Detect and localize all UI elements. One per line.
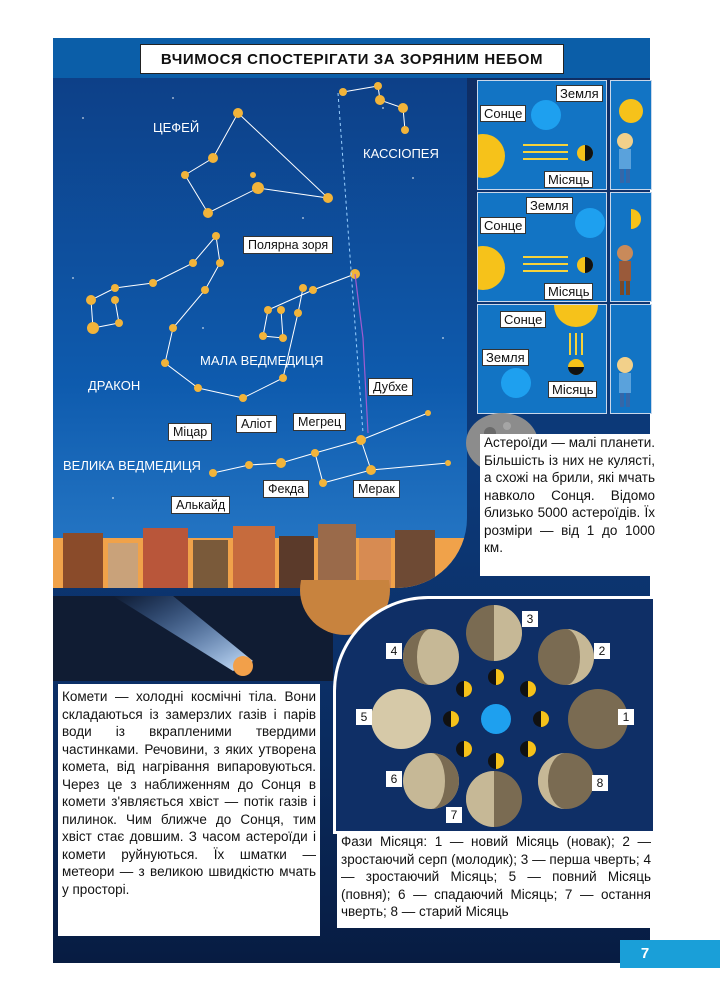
asteroids-text: Астероїди — малі планети. Більшість із них не кулясті, а схожі на брили, які мчать навколо Сонця. Відомо близько 5000 астероїдів. Їх розміри — від 1 до 1000 км. [480,434,659,576]
big-dipper-label: ВЕЛИКА ВЕДМЕДИЦЯ [63,458,201,473]
eclipse-2-moon-label: Місяць [544,283,593,300]
eclipse-1-sun-label: Сонце [480,105,526,122]
observer-2 [611,193,651,301]
eclipse-3-sun-label: Сонце [500,311,546,328]
eclipse-3-moon-label: Місяць [548,381,597,398]
eclipse-side-3 [610,304,652,414]
phecda-label: Фекда [263,480,309,498]
moon-phases-panel [333,596,653,834]
eclipse-2-earth-label: Земля [526,197,573,214]
page-number: 7 [640,945,650,962]
eclipse-side-2 [610,192,652,302]
phase-number-1: 1 [618,709,634,725]
star-chart-panel [53,78,467,588]
comets-text: Комети — холодні космічні тіла. Вони складаються із замерзлих газів і парів води із вкрапленими твердими частинками. Речовини, з яких утворена комета, від нагрівання випаровуються. Через це з наближенням до Сонця в комети з'являється хвіст — потік газів і пилинок. Чим ближче до Сонця, тим хвіст стає довшим. З часом астероїди і комети руйнуються. Їх шматки — метеори — з великою швидкістю мчать у просторі. [58,684,320,936]
comet-image [53,596,333,681]
moon-phases-caption: Фази Місяця: 1 — новий Місяць (новак); 2 — зростаючий серп (молодик); 3 — перша чверть; 4 — зростаючий Місяць; 5 — повний Місяць (повня); 6 — спадаючий Місяць; 7 — остання чверть; 8 — старий Місяць [337,832,655,928]
alkaid-label: Алькайд [171,496,230,514]
cepheus-label: ЦЕФЕЙ [153,120,200,135]
eclipse-1-earth-label: Земля [556,85,603,102]
phase-number-5: 5 [356,709,372,725]
comet-illustration [53,596,333,681]
observer-3 [611,305,651,413]
eclipse-3-earth-label: Земля [482,349,529,366]
draco-label: ДРАКОН [88,378,141,393]
megrez-label: Мегрец [293,413,346,431]
mizar-label: Міцар [168,423,212,441]
merak-label: Мерак [353,480,400,498]
polaris-label: Полярна зоря [243,236,333,254]
phase-number-8: 8 [592,775,608,791]
eclipse-1-moon-label: Місяць [544,171,593,188]
eclipse-panel-3 [477,304,607,414]
eclipse-panel-2 [477,192,607,302]
moon-phases-diagram [336,599,653,831]
eclipse-2-sun-label: Сонце [480,217,526,234]
phase-number-2: 2 [594,643,610,659]
alioth-label: Аліот [236,415,277,433]
page-title: ВЧИМОСЯ СПОСТЕРІГАТИ ЗА ЗОРЯНИМ НЕБОМ [140,44,564,74]
phase-number-3: 3 [522,611,538,627]
phase-number-4: 4 [386,643,402,659]
observer-1 [611,81,651,189]
phase-number-7: 7 [446,807,462,823]
dubhe-label: Дубхе [368,378,413,396]
eclipse-panel-1 [477,80,607,190]
eclipse-side-1 [610,80,652,190]
little-dipper-label: МАЛА ВЕДМЕДИЦЯ [200,353,324,368]
phase-number-6: 6 [386,771,402,787]
cassiopeia-label: КАССІОПЕЯ [363,146,439,161]
